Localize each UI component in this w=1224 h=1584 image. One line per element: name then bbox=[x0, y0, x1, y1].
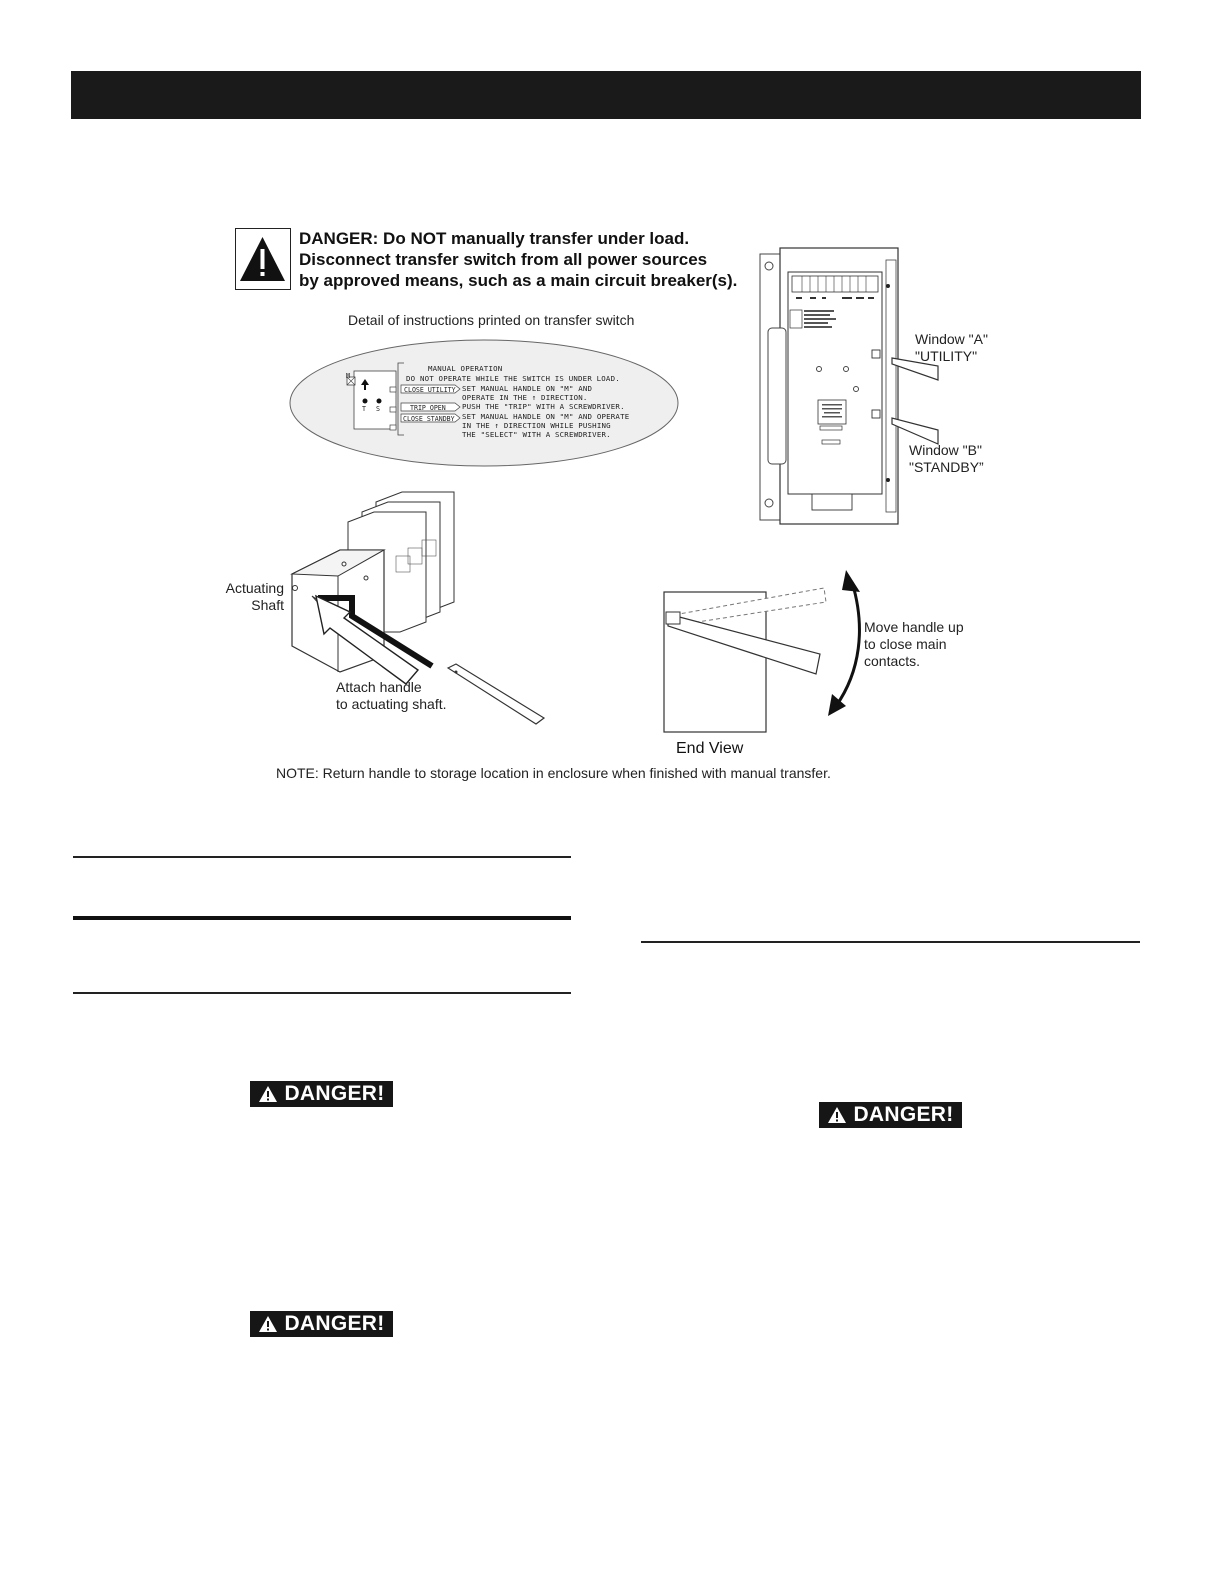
danger-badge bbox=[819, 1102, 962, 1128]
manual-op-line-6: IN THE ↑ DIRECTION WHILE PUSHING bbox=[462, 421, 611, 430]
note-text: NOTE: Return handle to storage location in enclosure when finished with manual transfer. bbox=[276, 765, 831, 781]
tag-trip-open: TRIP OPEN bbox=[410, 404, 446, 412]
warning-triangle-icon bbox=[236, 229, 289, 288]
manual-op-line-4: PUSH THE "TRIP" WITH A SCREWDRIVER. bbox=[462, 402, 625, 411]
warning-box bbox=[235, 228, 291, 290]
danger-badge-label: DANGER! bbox=[853, 1103, 954, 1126]
divider-rule bbox=[73, 992, 571, 994]
manual-op-line-5: SET MANUAL HANDLE ON "M" AND OPERATE bbox=[462, 412, 630, 421]
manual-op-title: MANUAL OPERATION bbox=[428, 364, 503, 373]
divider-rule bbox=[73, 916, 571, 920]
divider-rule bbox=[641, 941, 1140, 943]
manual-op-line-7: THE "SELECT" WITH A SCREWDRIVER. bbox=[462, 430, 611, 439]
danger-badge bbox=[250, 1081, 393, 1107]
warning-triangle-icon bbox=[258, 1315, 278, 1333]
window-b-label-1: Window "B" bbox=[909, 442, 982, 458]
move-handle-2: to close main bbox=[864, 636, 947, 652]
warning-triangle-icon bbox=[827, 1106, 847, 1124]
tag-close-standby: CLOSE STANDBY bbox=[403, 415, 455, 423]
section-header-bar bbox=[71, 71, 1141, 119]
end-view-caption: End View bbox=[676, 740, 744, 757]
attach-label-1: Attach handle bbox=[336, 679, 422, 695]
tag-close-utility: CLOSE UTILITY bbox=[404, 386, 456, 394]
position-t: T bbox=[362, 405, 366, 413]
warning-line-2: Disconnect transfer switch from all power sources bbox=[299, 250, 708, 269]
detail-caption: Detail of instructions printed on transfer switch bbox=[348, 312, 635, 328]
warning-line-1: DANGER: Do NOT manually transfer under load. bbox=[299, 229, 690, 248]
manual-op-line-2: SET MANUAL HANDLE ON "M" AND bbox=[462, 384, 593, 393]
danger-badge-label: DANGER! bbox=[284, 1082, 385, 1105]
actuating-label-1: Actuating bbox=[225, 580, 284, 596]
enclosure-drawing bbox=[756, 246, 944, 528]
warning-line-3: by approved means, such as a main circuit breaker(s). bbox=[299, 271, 738, 290]
actuating-label-2: Shaft bbox=[251, 597, 284, 613]
position-m: M bbox=[346, 372, 350, 380]
move-handle-3: contacts. bbox=[864, 653, 921, 669]
warning-triangle-icon bbox=[258, 1085, 278, 1103]
window-a-label-2: "UTILITY" bbox=[915, 348, 978, 364]
danger-badge-label: DANGER! bbox=[284, 1312, 385, 1335]
divider-rule bbox=[73, 856, 571, 858]
move-handle-1: Move handle up bbox=[864, 619, 964, 635]
manual-op-line-1: DO NOT OPERATE WHILE THE SWITCH IS UNDER LOAD. bbox=[406, 374, 620, 383]
position-s: S bbox=[376, 405, 380, 413]
end-view-drawing bbox=[660, 568, 864, 736]
manual-op-line-3: OPERATE IN THE ↑ DIRECTION. bbox=[462, 393, 588, 402]
danger-badge bbox=[250, 1311, 393, 1337]
window-b-label-2: "STANDBY” bbox=[909, 459, 984, 475]
window-a-label-1: Window "A" bbox=[915, 331, 988, 347]
attach-label-2: to actuating shaft. bbox=[336, 696, 447, 712]
